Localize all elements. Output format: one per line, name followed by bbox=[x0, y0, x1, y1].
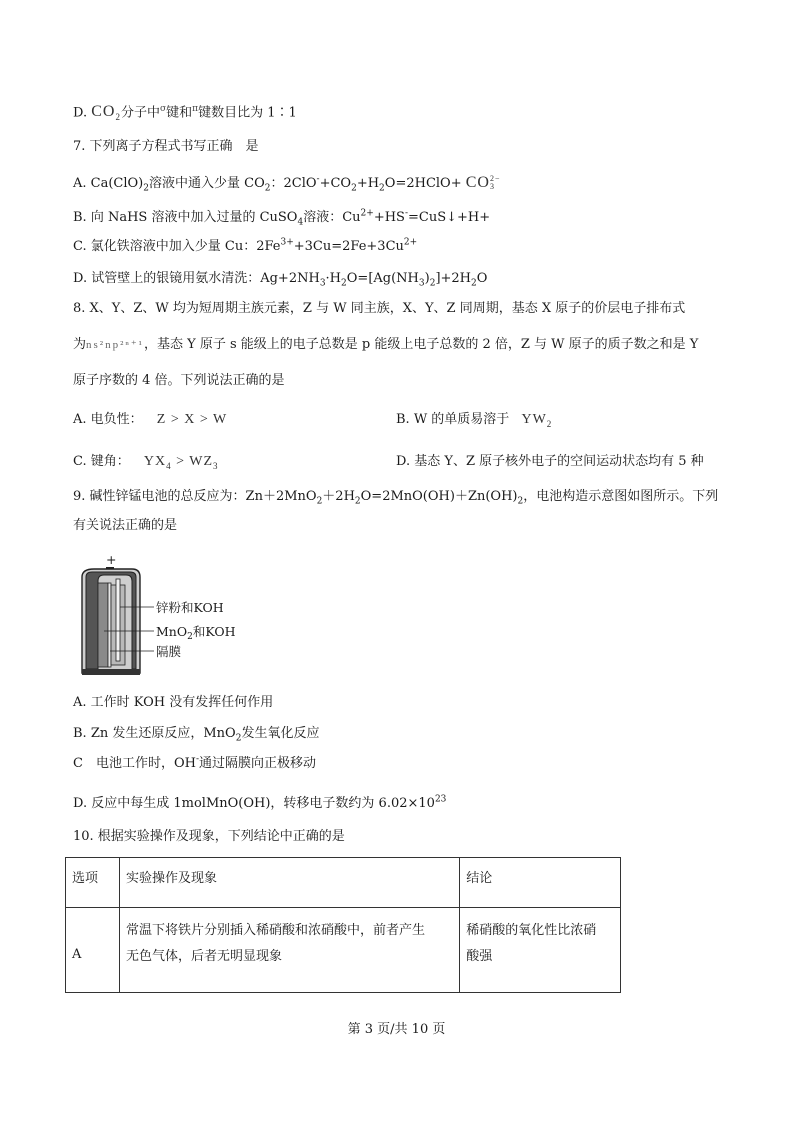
q9-option-c: C 电池工作时，OH-通过隔膜向正极移动 bbox=[73, 754, 317, 771]
q9-option-d: D. 反应中每生成 1molMnO(OH)，转移电子数约为 $6.02\times 10^{23}$ bbox=[73, 794, 447, 811]
positive-terminal-label: + bbox=[106, 555, 117, 567]
q8-stem-line3: 原子序数的 4 倍。下列说法正确的是 bbox=[73, 373, 285, 388]
battery-diagram bbox=[76, 555, 246, 680]
q9-stem-line2: 有关说法正确的是 bbox=[73, 518, 178, 533]
q8-option-c: C. 键角： $YX_4 > WZ_3$ bbox=[73, 454, 219, 471]
q7-option-c: C. 氯化铁溶液中加入少量 Cu：$2Fe^{3+}+3Cu=2Fe+3Cu^{2+}$ bbox=[73, 237, 418, 254]
q9-option-a: A. 工作时 KOH 没有发挥任何作用 bbox=[73, 695, 274, 710]
zinc-koh-label: 锌粉和KOH bbox=[156, 600, 224, 615]
co2-formula: $CO_2$ bbox=[91, 103, 121, 123]
q7-option-a: A. $Ca(ClO)_2$溶液中通入少量 $CO_2$：$2ClO^-+CO_2+H_2O=2HClO+$ CO 2− 3 bbox=[73, 174, 501, 194]
table-header-cell: 选项 bbox=[66, 858, 120, 908]
q7-option-b: B. 向 NaHS 溶液中加入过量的 CuSO$_4$溶液：$Cu^{2+}+HS^-=CuS↓+H+$ bbox=[73, 208, 491, 228]
q7-option-d: D. 试管壁上的银镜用氨水清洗：$Ag+2NH_3\cdot H_2O=[Ag(NH_3)_2]+2H_2O$ bbox=[73, 271, 488, 289]
table-header-cell: 结论 bbox=[460, 858, 621, 908]
electron-config-formula: ns²np²ⁿ⁺¹ bbox=[86, 339, 144, 351]
table-row bbox=[66, 908, 621, 993]
page-footer: 第 3 页/共 10 页 bbox=[347, 1022, 446, 1037]
q8-stem-line1: 8. X、Y、Z、W 均为短周期主族元素，Z 与 W 同主族，X、Y、Z 同周期，基态 X 原子的价层电子排布式 bbox=[73, 301, 686, 316]
q10-stem: 10. 根据实验操作及现象，下列结论中正确的是 bbox=[73, 829, 345, 844]
table-header-cell: 实验操作及现象 bbox=[119, 858, 459, 908]
q9-option-b: B. Zn 发生还原反应，MnO$_2$发生氧化反应 bbox=[73, 726, 320, 744]
carbonate-ion: CO 2− 3 bbox=[465, 174, 501, 192]
table-cell-operation: 常温下将铁片分别插入稀硝酸和浓硝酸中，前者产生 无色气体，后者无明显现象 bbox=[119, 908, 459, 993]
mno2-koh-label: MnO$_2$和KOH bbox=[156, 624, 236, 642]
q8-stem-line2: 为ns²np²ⁿ⁺¹，基态 Y 原子 s 能级上的电子总数是 p 能级上电子总数的 2 倍，Z 与 W 原子的质子数之和是 Y bbox=[73, 337, 699, 352]
q8-option-a: A. 电负性： Z > X > W bbox=[73, 412, 228, 427]
q8-option-d: D. 基态 Y、Z 原子核外电子的空间运动状态均有 5 种 bbox=[396, 454, 704, 469]
q7-stem: 7. 下列离子方程式书写正确 是 bbox=[73, 139, 259, 154]
q8-option-b: B. W 的单质易溶于 $YW_2$ bbox=[396, 412, 553, 429]
separator-label: 隔膜 bbox=[156, 644, 182, 659]
q9-stem-line1: 9. 碱性锌锰电池的总反应为：$Zn+2MnO_2+2H_2O=2MnO(OH)+Zn(OH)_2$，电池构造示意图如图所示。下列 bbox=[73, 489, 719, 507]
table-header-row bbox=[66, 858, 621, 908]
table-cell-conclusion: 稀硝酸的氧化性比浓硝 酸强 bbox=[460, 908, 621, 993]
table-cell-option: A bbox=[66, 908, 120, 993]
experiment-table bbox=[65, 857, 621, 993]
q6-option-d: D. $CO_2$分子中$^\sigma$键和$^\pi$键数目比为 1∶1 bbox=[73, 103, 297, 123]
